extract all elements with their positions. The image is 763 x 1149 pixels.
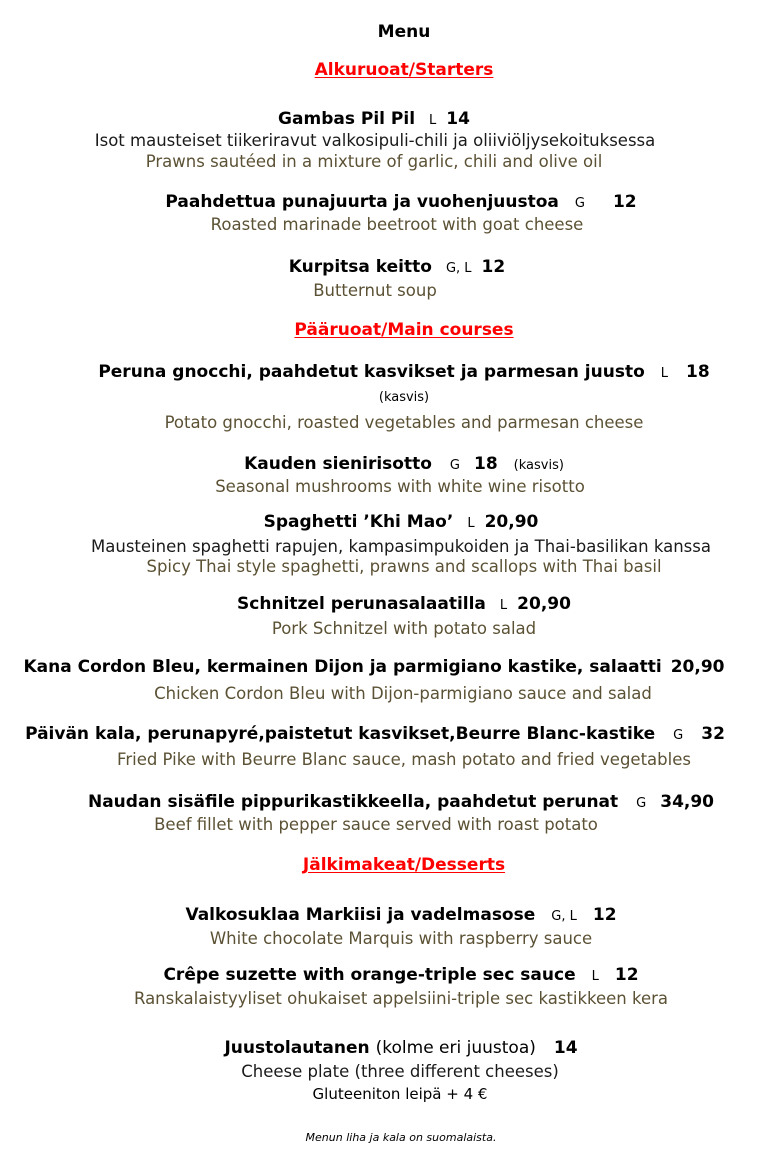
item-name: Juustolautanen — [224, 1038, 370, 1058]
menu-item-title — [165, 192, 636, 212]
item-note: (kasvis) — [513, 458, 564, 473]
item-description-en: Roasted marinade beetroot with goat cheese — [210, 215, 584, 234]
menu-item-title — [264, 512, 539, 532]
menu-item-title — [185, 905, 616, 925]
item-name: Valkosuklaa Markiisi ja vadelmasose — [185, 905, 536, 925]
diet-markers: L — [591, 969, 599, 984]
menu-item-title — [163, 965, 638, 985]
item-price: 34,90 — [660, 792, 715, 812]
menu-item-title — [88, 792, 714, 812]
item-price: 18 — [473, 454, 498, 474]
item-name: Gambas Pil Pil — [278, 109, 416, 129]
diet-markers: G, L — [551, 909, 577, 924]
item-name: Crêpe suzette with orange-triple sec sauce — [163, 965, 576, 985]
item-description-en: Prawns sautéed in a mixture of garlic, chili and olive oil — [145, 152, 603, 171]
menu-item-title — [244, 454, 564, 474]
item-name: Peruna gnocchi, paahdetut kasvikset ja parmesan juusto — [98, 362, 645, 382]
item-price: 20,90 — [517, 594, 571, 614]
diet-markers: G — [574, 196, 585, 211]
item-name: Paahdettua punajuurta ja vuohenjuustoa — [165, 192, 559, 212]
section-heading-main-courses: Pääruoat/Main courses — [294, 320, 514, 340]
item-description-en: Fried Pike with Beurre Blanc sauce, mash potato and fried vegetables — [117, 750, 691, 769]
menu-item-title — [278, 109, 470, 129]
item-description-en: Cheese plate (three different cheeses) — [241, 1062, 559, 1081]
item-price: 18 — [686, 362, 710, 382]
item-description-fi: Mausteinen spaghetti rapujen, kampasimpukoiden ja Thai-basilikan kanssa — [91, 537, 711, 556]
diet-markers: G, L — [445, 261, 472, 276]
item-name: Kauden sienirisotto — [244, 454, 432, 474]
item-price: 12 — [481, 257, 506, 277]
item-price: 12 — [592, 905, 617, 925]
diet-markers: G — [636, 796, 647, 811]
item-price: 14 — [553, 1038, 578, 1058]
item-description-en: Seasonal mushrooms with white wine risotto — [215, 477, 585, 496]
item-price: 12 — [612, 192, 637, 212]
item-price: 20,90 — [670, 657, 725, 677]
footer-note: Menun liha ja kala on suomalaista. — [305, 1131, 497, 1144]
item-price: 32 — [701, 724, 725, 744]
item-description-fi: Ranskalaistyyliset ohukaiset appelsiini-triple sec kastikkeen kera — [133, 989, 669, 1008]
item-name: Spaghetti ’Khi Mao’ — [263, 512, 454, 532]
menu-item-title — [98, 362, 709, 382]
diet-markers: G — [449, 458, 460, 473]
menu-item-title — [237, 594, 571, 614]
item-description-en: Spicy Thai style spaghetti, prawns and scallops with Thai basil — [146, 557, 662, 576]
item-price: 14 — [446, 109, 470, 129]
diet-markers: L — [467, 516, 475, 531]
item-name: Kurpitsa keitto — [288, 257, 432, 277]
item-name: Päivän kala, perunapyré,paistetut kasvikset,Beurre Blanc-kastike — [25, 724, 656, 744]
menu-item-title — [224, 1038, 577, 1058]
item-detail: (kolme eri juustoa) — [375, 1038, 536, 1058]
diet-markers: G — [673, 728, 684, 743]
item-note: (kasvis) — [378, 390, 430, 405]
menu-item-title — [25, 724, 725, 744]
menu-item-title — [23, 657, 724, 677]
item-description-en: Potato gnocchi, roasted vegetables and parmesan cheese — [164, 413, 644, 432]
diet-markers: L — [660, 366, 669, 381]
section-heading-starters: Alkuruoat/Starters — [314, 60, 494, 80]
item-description-en: Beef fillet with pepper sauce served with roast potato — [154, 815, 598, 834]
diet-markers: L — [499, 598, 508, 613]
item-description-en: Chicken Cordon Bleu with Dijon-parmigiano sauce and salad — [154, 684, 652, 703]
item-name: Schnitzel perunasalaatilla — [237, 594, 486, 614]
diet-markers: L — [429, 113, 437, 128]
item-name: Kana Cordon Bleu, kermainen Dijon ja parmigiano kastike, salaatti — [23, 657, 662, 677]
item-description-fi: Isot mausteiset tiikeriravut valkosipuli-chili ja oliiviöljysekoituksessa — [94, 131, 656, 150]
item-price: 12 — [614, 965, 639, 985]
section-heading-desserts: Jälkimakeat/Desserts — [302, 855, 506, 875]
item-description-en: White chocolate Marquis with raspberry sauce — [209, 929, 593, 948]
item-name: Naudan sisäfile pippurikastikkeella, paahdetut perunat — [87, 792, 619, 812]
gluten-free-bread-note: Gluteeniton leipä + 4 € — [312, 1085, 488, 1103]
menu-title: Menu — [377, 22, 431, 42]
item-price: 20,90 — [484, 512, 539, 532]
item-description-en: Butternut soup — [313, 281, 437, 300]
item-description-en: Pork Schnitzel with potato salad — [271, 619, 537, 638]
menu-item-title — [289, 257, 505, 277]
